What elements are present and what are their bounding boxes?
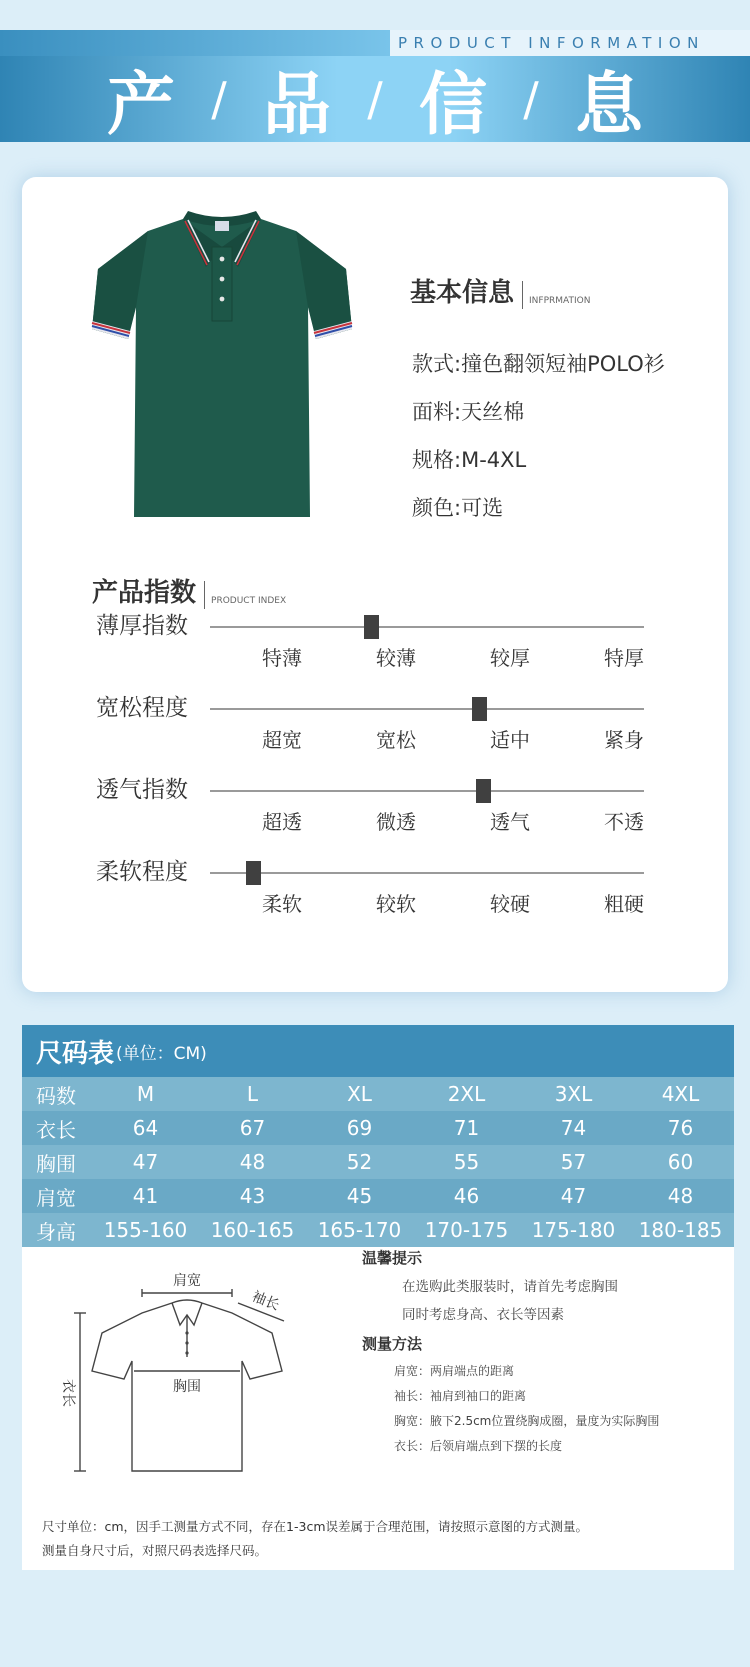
index-softness [22, 857, 728, 943]
basic-info-list [412, 349, 665, 541]
table-cell: 165-170 [317, 1218, 402, 1242]
footer-line: 尺寸单位：cm，因手工测量方式不同，存在1-3cm误差属于合理范围，请按照示意图的方式测量。 [42, 1519, 589, 1534]
table-cell: 64 [132, 1116, 159, 1140]
size-table [22, 1077, 734, 1247]
table-cell: 160-165 [210, 1218, 295, 1242]
size-chart-section [22, 1025, 734, 1570]
title-separator: / [523, 72, 539, 126]
table-cell: 48 [667, 1184, 694, 1208]
index-track [210, 626, 644, 628]
table-row [22, 1077, 734, 1111]
row-header: 身高 [36, 1219, 76, 1244]
title-char: 信 [418, 65, 487, 145]
product-index-subtitle: PRODUCT INDEX [211, 596, 287, 606]
row-header: 肩宽 [36, 1185, 76, 1210]
table-cell: 76 [667, 1116, 694, 1140]
measurement-diagram [52, 1253, 332, 1493]
index-breathability [22, 775, 728, 861]
index-marker [476, 779, 491, 803]
index-track [210, 708, 644, 710]
index-option: 适中 [490, 728, 530, 752]
index-marker [364, 615, 379, 639]
method-line: 袖长：袖肩到袖口的距离 [394, 1389, 527, 1403]
index-option: 超透 [262, 810, 302, 834]
table-cell: 71 [453, 1116, 480, 1140]
index-options [225, 727, 681, 753]
index-option: 透气 [490, 810, 530, 834]
method-line: 肩宽：两肩端点的距离 [394, 1364, 515, 1378]
label-shoulder: 肩宽 [173, 1273, 201, 1289]
index-option: 较厚 [490, 646, 530, 670]
page-title [0, 56, 750, 145]
table-cell: 74 [560, 1116, 587, 1140]
size-chart-unit: (单位：CM) [116, 1043, 207, 1064]
table-cell: 45 [346, 1184, 373, 1208]
index-option: 粗硬 [604, 892, 644, 916]
header-band [0, 56, 750, 145]
table-cell: 46 [453, 1184, 480, 1208]
heading-divider [522, 281, 523, 309]
warm-tip-line: 在选购此类服装时，请首先考虑胸围 [402, 1279, 618, 1295]
product-index-heading [92, 577, 286, 609]
row-header: 码数 [36, 1083, 76, 1108]
index-option: 特厚 [604, 646, 644, 670]
warm-tip-line: 同时考虑身高、衣长等因素 [402, 1307, 564, 1323]
index-option: 超宽 [262, 728, 302, 752]
table-cell: 2XL [447, 1082, 486, 1106]
title-separator: / [367, 72, 383, 126]
index-track [210, 790, 644, 792]
index-option: 特薄 [262, 646, 302, 670]
index-track [210, 872, 644, 874]
tips-panel [362, 1247, 722, 1463]
table-cell: 47 [560, 1184, 587, 1208]
footer-note [42, 1515, 722, 1563]
index-option: 较软 [376, 892, 416, 916]
size-chart-title: 尺码表 [36, 1038, 115, 1069]
row-header: 衣长 [36, 1117, 76, 1142]
index-option: 柔软 [262, 892, 302, 916]
method-title: 测量方法 [362, 1335, 423, 1353]
index-option: 较硬 [490, 892, 530, 916]
product-index-title: 产品指数 [92, 578, 197, 608]
heading-divider [204, 581, 205, 609]
index-marker [246, 861, 261, 885]
table-cell: XL [347, 1082, 372, 1106]
table-cell: 67 [239, 1116, 266, 1140]
basic-info-title: 基本信息 [410, 278, 515, 308]
footer-line: 测量自身尺寸后，对照尺码表选择尺码。 [42, 1543, 268, 1558]
table-cell: 55 [453, 1150, 480, 1174]
index-option: 不透 [604, 810, 644, 834]
method-line: 衣长：后领肩端点到下摆的长度 [394, 1439, 563, 1453]
table-row [22, 1145, 734, 1179]
title-char: 品 [262, 65, 331, 145]
index-options [225, 645, 681, 671]
label-sleeve: 袖长 [249, 1288, 282, 1314]
table-cell: 48 [239, 1150, 266, 1174]
table-cell: 175-180 [531, 1218, 616, 1242]
table-cell: 57 [560, 1150, 587, 1174]
table-cell: 3XL [554, 1082, 593, 1106]
info-fabric: 面料:天丝棉 [412, 400, 525, 424]
index-fit [22, 693, 728, 779]
product-info-card [22, 177, 728, 992]
index-label: 透气指数 [96, 777, 188, 803]
index-option: 紧身 [604, 728, 644, 752]
row-header: 胸围 [36, 1151, 76, 1176]
table-cell: 170-175 [424, 1218, 509, 1242]
basic-info-subtitle: INFPRMATION [529, 296, 591, 306]
table-row [22, 1213, 734, 1247]
table-cell: 52 [346, 1150, 373, 1174]
label-chest: 胸围 [173, 1379, 201, 1395]
index-label: 柔软程度 [96, 859, 188, 885]
table-row [22, 1179, 734, 1213]
table-cell: 180-185 [638, 1218, 723, 1242]
method-line: 胸宽：腋下2.5cm位置绕胸成圈，量度为实际胸围 [394, 1414, 660, 1428]
table-row [22, 1111, 734, 1145]
title-char: 产 [106, 65, 175, 145]
index-option: 较薄 [376, 646, 416, 670]
table-cell: 41 [132, 1184, 159, 1208]
table-cell: 69 [346, 1116, 373, 1140]
header-english-title: PRODUCT INFORMATION [398, 34, 705, 52]
title-char: 息 [574, 65, 643, 145]
info-style: 款式:撞色翻领短袖POLO衫 [412, 352, 665, 376]
table-cell: 155-160 [103, 1218, 188, 1242]
index-option: 宽松 [376, 728, 416, 752]
table-cell: M [136, 1082, 155, 1106]
size-chart-header [22, 1025, 734, 1077]
info-color: 颜色:可选 [412, 496, 504, 520]
info-sizes: 规格:M-4XL [412, 448, 527, 472]
index-options [225, 891, 681, 917]
index-option: 微透 [376, 810, 416, 834]
table-cell: 43 [239, 1184, 266, 1208]
title-separator: / [211, 72, 227, 126]
table-cell: 60 [667, 1150, 694, 1174]
index-thickness [22, 611, 728, 697]
polo-shirt-image [88, 199, 358, 519]
index-label: 宽松程度 [96, 695, 188, 721]
basic-info-heading [410, 277, 590, 309]
warm-tips-title: 温馨提示 [362, 1249, 423, 1267]
table-cell: 4XL [661, 1082, 700, 1106]
index-options [225, 809, 681, 835]
label-length: 衣长 [60, 1379, 76, 1407]
table-cell: L [246, 1082, 259, 1106]
index-marker [472, 697, 487, 721]
index-label: 薄厚指数 [96, 613, 188, 639]
table-cell: 47 [132, 1150, 159, 1174]
